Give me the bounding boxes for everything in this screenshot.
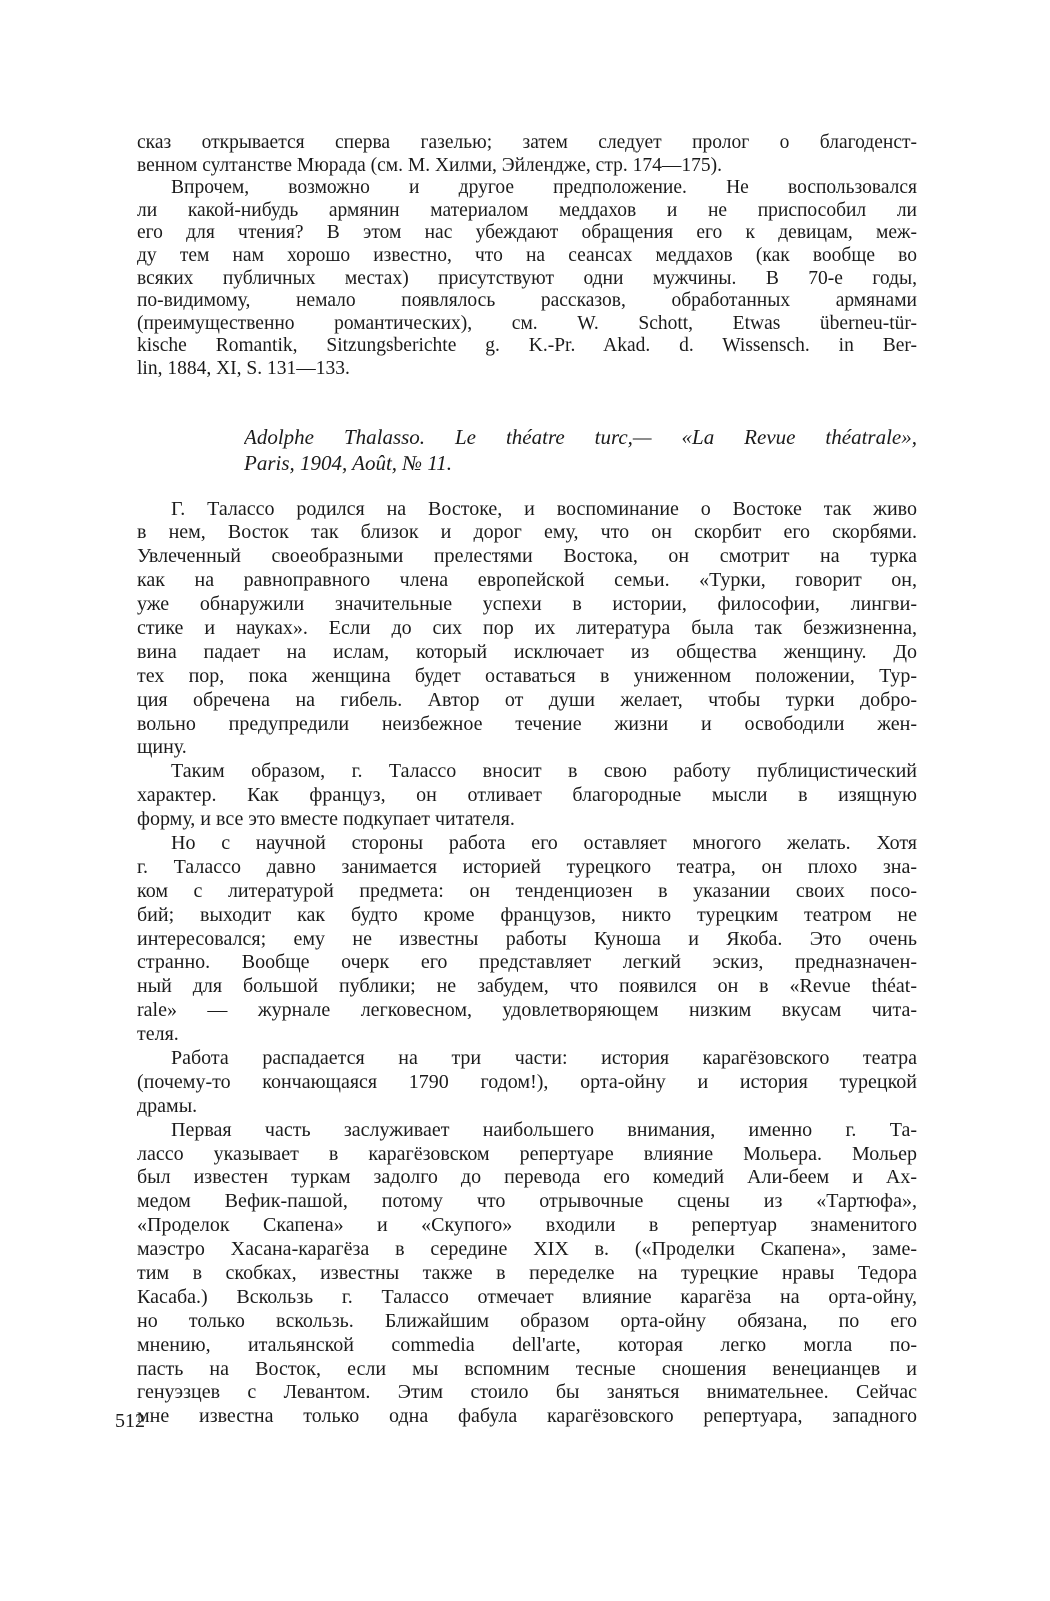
text-line: драмы. xyxy=(137,1094,198,1117)
text-line: (преимущественно романтических), см. W. Schott, Etwas überneu-tür- xyxy=(137,312,917,334)
text-line: был известен туркам задолго до перевода его комедий Али-беем и Ах- xyxy=(137,1166,917,1189)
text-line: ция обречена на гибель. Автор от души желает, чтобы турки добро- xyxy=(137,688,917,711)
text-line: Первая часть заслуживает наибольшего внимания, именно г. Та- xyxy=(171,1118,917,1141)
text-line: ли какой-нибудь армянин материалом меддахов и не приспособил ли xyxy=(137,199,917,221)
text-line: уже обнаружили значительные успехи в истории, философии, лингви- xyxy=(137,593,917,616)
text-line: в нем, Восток так близок и дорог ему, что он скорбит его скорбями. xyxy=(137,521,917,544)
text-line: г. Талассо давно занимается историей турецкого театра, он плохо зна- xyxy=(137,855,917,878)
text-line: но только вскользь. Ближайшим образом орта-ойну обязана, по его xyxy=(137,1309,917,1332)
review-text xyxy=(137,498,917,1430)
text-line: ный для большой публики; не забудем, что появился он в «Revue théat- xyxy=(137,975,917,998)
text-line: Таким образом, г. Талассо вносит в свою работу публицистический xyxy=(171,760,917,783)
text-line: венном султанстве Мюрада (см. М. Хилми, Эйленджe, стр. 174—175). xyxy=(137,154,722,176)
text-line: генуэзцев с Левантом. Этим стоило бы заняться внимательнее. Сейчас xyxy=(137,1381,917,1404)
text-line: Но с научной стороны работа его оставляет многого желать. Хотя xyxy=(171,832,917,854)
text-line: щину. xyxy=(137,736,187,759)
text-line: kische Romantik, Sitzungsberichte g. K.-Pr. Akad. d. Wissensch. in Ber- xyxy=(137,335,917,357)
text-line: вина падает на ислам, который исключает из общества женщину. До xyxy=(137,640,917,663)
text-line: по-видимому, немало появлялось рассказов, обработанных армянами xyxy=(137,290,917,312)
text-line: Касаба.) Вскользь г. Талассо отмечает влияние карагёза на орта-ойну, xyxy=(137,1285,917,1308)
text-line: всяких публичных местах) присутствуют одни мужчины. В 70-е годы, xyxy=(137,267,917,289)
page-body xyxy=(137,132,917,1429)
text-line: rale» — журнале легковесном, удовлетворяющем низким вкусам чита- xyxy=(137,999,917,1022)
citation-line: Adolphe Thalasso. Le théatre turc,— «La Revue théatrale», xyxy=(244,424,917,449)
text-line: мне известна только одна фабула карагёзовского репертуара, западного xyxy=(137,1405,917,1428)
text-line: интересовался; ему не известны работы Куноша и Якоба. Это очень xyxy=(137,927,917,950)
text-line: лассо указывает в карагёзовском репертуаре влияние Мольера. Мольер xyxy=(137,1142,917,1165)
text-line: медом Вефик-пашой, потому что отрывочные сцены из «Тартюфа», xyxy=(137,1190,917,1213)
text-line: Г. Талассо родился на Востоке, и воспоминание о Востоке так живо xyxy=(171,497,917,520)
text-line: характер. Как француз, он отливает благородные мысли в изящную xyxy=(137,784,917,807)
footnote-continuation xyxy=(137,132,917,381)
text-line: ком с литературой предмета: он тенденциозен в указании своих посо- xyxy=(137,879,917,902)
text-line: маэстро Хасана-карагёза в середине XIX в. («Проделки Скапена», заме- xyxy=(137,1238,917,1261)
text-line: Впрочем, возможно и другое предположение. Не воспользовался xyxy=(171,177,917,199)
text-line: пасть на Восток, если мы вспомним тесные сношения венецианцев и xyxy=(137,1357,917,1380)
text-line: «Проделок Скапена» и «Скупого» входили в репертуар знаменитого xyxy=(137,1214,917,1237)
text-line: тех пор, пока женщина будет оставаться в униженном положении, Тур- xyxy=(137,664,917,687)
text-line: стике и науках». Если до сих пор их литература была так безжизненна, xyxy=(137,616,917,639)
citation-line: Paris, 1904, Août, № 11. xyxy=(244,450,453,475)
text-line: мнению, итальянской commedia dell'arte, которая легко могла по- xyxy=(137,1333,917,1356)
review-citation xyxy=(244,424,917,476)
text-line: бий; выходит как будто кроме французов, никто турецким театром не xyxy=(137,903,917,926)
text-line: сказ открывается сперва газелью; затем следует пролог о благоденст- xyxy=(137,132,917,153)
text-line: (почему-то кончающаяся 1790 годом!), орта-ойну и история турецкой xyxy=(137,1070,917,1093)
text-line: тим в скобках, известны также в переделке на турецкие нравы Тедора xyxy=(137,1262,917,1285)
text-line: как на равноправного члена европейской семьи. «Турки, говорит он, xyxy=(137,569,917,592)
page-number: 512 xyxy=(115,1410,145,1432)
text-line: Увлеченный своеобразными прелестями Востока, он смотрит на турка xyxy=(137,545,917,568)
text-line: Работа распадается на три части: история карагёзовского театра xyxy=(171,1047,917,1070)
text-line: его для чтения? В этом нас убеждают обращения его к девицам, меж- xyxy=(137,222,917,244)
text-line: форму, и все это вместе подкупает читателя. xyxy=(137,808,515,831)
text-line: вольно предупредили неизбежное течение жизни и освободили жен- xyxy=(137,712,917,735)
text-line: теля. xyxy=(137,1023,179,1046)
text-line: ду тем нам хорошо известно, что на сеансах меддахов (как вообще во xyxy=(137,244,917,266)
text-line: lin, 1884, XI, S. 131—133. xyxy=(137,357,350,379)
text-line: странно. Вообще очерк его представляет легкий эскиз, предназначен- xyxy=(137,951,917,974)
